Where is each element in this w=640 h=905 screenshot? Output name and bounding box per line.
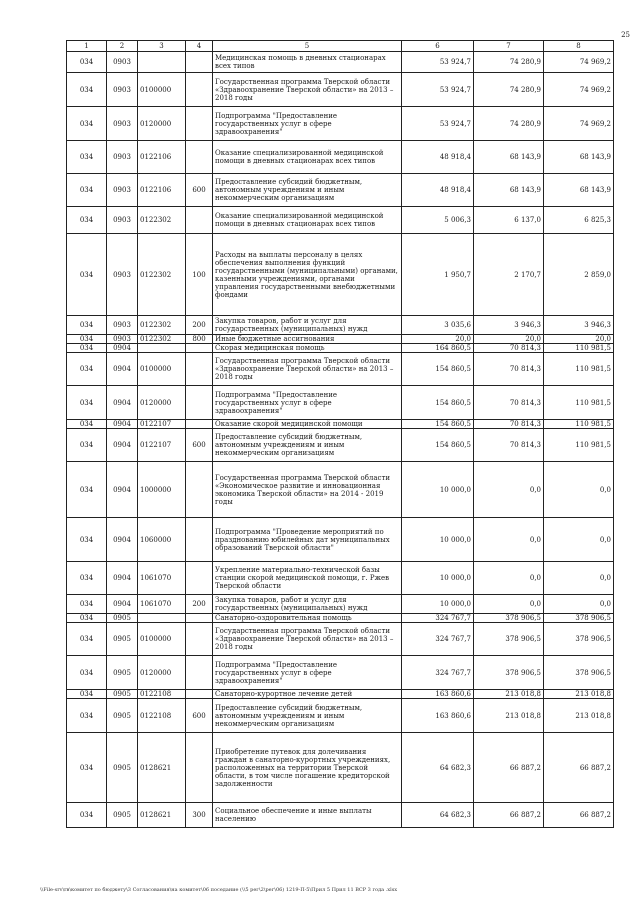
description-cell: Скорая медицинская помощь: [213, 344, 402, 353]
amount-year-3-cell: 378 906,5: [544, 656, 614, 690]
target-article-cell: 0122108: [138, 699, 186, 733]
section-code-cell: 0904: [107, 420, 138, 429]
amount-year-1-cell: 154 860,5: [402, 429, 474, 462]
description-cell: Приобретение путевок для долечивания граждан в санаторно-курортных учреждениях, расположенных на территории Тверской области, в том числе погашение кредиторской задолженности: [213, 733, 402, 803]
table-row: [67, 803, 614, 828]
expense-type-cell: 800: [186, 335, 213, 344]
section-code-cell: 0903: [107, 174, 138, 207]
description-cell: Санаторно-курортное лечение детей: [213, 690, 402, 699]
table-row: [67, 562, 614, 595]
header-col-1: 1: [67, 41, 107, 52]
target-article-cell: 0100000: [138, 73, 186, 107]
amount-year-1-cell: 10 000,0: [402, 518, 474, 562]
header-col-4: 4: [186, 41, 213, 52]
description-cell: Государственная программа Тверской области «Экономическое развитие и инновационная экономика Тверской области» на 2014 - 2019 годы: [213, 462, 402, 518]
section-code-cell: 0903: [107, 234, 138, 316]
amount-year-1-cell: 3 035,6: [402, 316, 474, 335]
amount-year-3-cell: 3 946,3: [544, 316, 614, 335]
amount-year-3-cell: 378 906,5: [544, 623, 614, 656]
target-article-cell: 0122106: [138, 141, 186, 174]
target-article-cell: 1061070: [138, 562, 186, 595]
target-article-cell: 0128621: [138, 733, 186, 803]
expense-type-cell: [186, 386, 213, 420]
budget-table: [66, 40, 614, 828]
ministry-code-cell: 034: [67, 518, 107, 562]
section-code-cell: 0905: [107, 614, 138, 623]
amount-year-1-cell: 324 767,7: [402, 614, 474, 623]
expense-type-cell: [186, 623, 213, 656]
amount-year-2-cell: 70 814,3: [474, 386, 544, 420]
expense-type-cell: [186, 614, 213, 623]
table-body: [67, 52, 614, 828]
description-cell: Социальное обеспечение и иные выплаты населению: [213, 803, 402, 828]
ministry-code-cell: 034: [67, 420, 107, 429]
target-article-cell: 0100000: [138, 623, 186, 656]
target-article-cell: 0120000: [138, 656, 186, 690]
amount-year-1-cell: 10 000,0: [402, 562, 474, 595]
table-row: [67, 699, 614, 733]
expense-type-cell: 100: [186, 234, 213, 316]
amount-year-2-cell: 3 946,3: [474, 316, 544, 335]
amount-year-2-cell: 0,0: [474, 562, 544, 595]
amount-year-3-cell: 213 018,8: [544, 690, 614, 699]
amount-year-3-cell: 213 018,8: [544, 699, 614, 733]
description-cell: Санаторно-оздоровительная помощь: [213, 614, 402, 623]
ministry-code-cell: 034: [67, 335, 107, 344]
expense-type-cell: [186, 420, 213, 429]
description-cell: Медицинская помощь в дневных стационарах всех типов: [213, 52, 402, 73]
section-code-cell: 0905: [107, 656, 138, 690]
amount-year-2-cell: 70 814,3: [474, 344, 544, 353]
expense-type-cell: [186, 353, 213, 386]
header-col-5: 5: [213, 41, 402, 52]
amount-year-1-cell: 10 000,0: [402, 595, 474, 614]
amount-year-2-cell: 0,0: [474, 518, 544, 562]
description-cell: Подпрограмма "Предоставление государственных услуг в сфере здравоохранения": [213, 386, 402, 420]
section-code-cell: 0903: [107, 207, 138, 234]
table-row: [67, 316, 614, 335]
ministry-code-cell: 034: [67, 690, 107, 699]
amount-year-2-cell: 6 137,0: [474, 207, 544, 234]
amount-year-3-cell: 0,0: [544, 518, 614, 562]
amount-year-3-cell: 68 143,9: [544, 141, 614, 174]
table-row: [67, 420, 614, 429]
section-code-cell: 0903: [107, 335, 138, 344]
amount-year-2-cell: 378 906,5: [474, 623, 544, 656]
table-row: [67, 595, 614, 614]
amount-year-1-cell: 10 000,0: [402, 462, 474, 518]
expense-type-cell: 600: [186, 429, 213, 462]
expense-type-cell: [186, 73, 213, 107]
amount-year-1-cell: 324 767,7: [402, 623, 474, 656]
amount-year-3-cell: 74 969,2: [544, 73, 614, 107]
target-article-cell: 0122107: [138, 429, 186, 462]
amount-year-2-cell: 2 170,7: [474, 234, 544, 316]
header-col-8: 8: [544, 41, 614, 52]
table-row: [67, 141, 614, 174]
ministry-code-cell: 034: [67, 316, 107, 335]
ministry-code-cell: 034: [67, 207, 107, 234]
section-code-cell: 0903: [107, 73, 138, 107]
target-article-cell: 0122302: [138, 207, 186, 234]
target-article-cell: 1060000: [138, 518, 186, 562]
description-cell: Укрепление материально-технической базы станции скорой медицинской помощи, г. Ржев Тверской области: [213, 562, 402, 595]
amount-year-3-cell: 0,0: [544, 595, 614, 614]
expense-type-cell: [186, 462, 213, 518]
table-row: [67, 234, 614, 316]
description-cell: Закупка товаров, работ и услуг для государственных (муниципальных) нужд: [213, 595, 402, 614]
target-article-cell: 0122107: [138, 420, 186, 429]
amount-year-3-cell: 0,0: [544, 462, 614, 518]
table-row: [67, 462, 614, 518]
amount-year-1-cell: 164 860,5: [402, 344, 474, 353]
amount-year-3-cell: 110 981,5: [544, 353, 614, 386]
ministry-code-cell: 034: [67, 234, 107, 316]
amount-year-1-cell: 64 682,3: [402, 803, 474, 828]
amount-year-1-cell: 324 767,7: [402, 656, 474, 690]
amount-year-1-cell: 163 860,6: [402, 690, 474, 699]
amount-year-2-cell: 68 143,9: [474, 141, 544, 174]
ministry-code-cell: 034: [67, 595, 107, 614]
description-cell: Государственная программа Тверской области «Здравоохранение Тверской области» на 2013 – 2018 годы: [213, 73, 402, 107]
ministry-code-cell: 034: [67, 733, 107, 803]
amount-year-3-cell: 68 143,9: [544, 174, 614, 207]
file-path-footer: \\File-srv\rв\комитет по бюджету\3 Согласования\на комитет\06 поседание (\\5 рег\2\рег\06) 1219-П-5\Прил 5 Прил 11 ВСР 3 года .xlsx: [40, 887, 398, 893]
ministry-code-cell: 034: [67, 429, 107, 462]
amount-year-1-cell: 48 918,4: [402, 141, 474, 174]
ministry-code-cell: 034: [67, 344, 107, 353]
target-article-cell: 1000000: [138, 462, 186, 518]
amount-year-3-cell: 6 825,3: [544, 207, 614, 234]
amount-year-2-cell: 74 280,9: [474, 73, 544, 107]
amount-year-2-cell: 378 906,5: [474, 656, 544, 690]
target-article-cell: 0120000: [138, 386, 186, 420]
description-cell: Предоставление субсидий бюджетным, автономным учреждениям и иным некоммерческим организациям: [213, 699, 402, 733]
amount-year-2-cell: 0,0: [474, 462, 544, 518]
description-cell: Предоставление субсидий бюджетным, автономным учреждениям и иным некоммерческим организациям: [213, 429, 402, 462]
section-code-cell: 0903: [107, 107, 138, 141]
amount-year-3-cell: 74 969,2: [544, 107, 614, 141]
section-code-cell: 0904: [107, 462, 138, 518]
amount-year-1-cell: 1 950,7: [402, 234, 474, 316]
amount-year-1-cell: 154 860,5: [402, 386, 474, 420]
table-row: [67, 207, 614, 234]
expense-type-cell: 300: [186, 803, 213, 828]
amount-year-1-cell: 20,0: [402, 335, 474, 344]
section-code-cell: 0904: [107, 562, 138, 595]
table-row: [67, 386, 614, 420]
amount-year-3-cell: 66 887,2: [544, 803, 614, 828]
description-cell: Оказание скорой медицинской помощи: [213, 420, 402, 429]
amount-year-1-cell: 5 006,3: [402, 207, 474, 234]
expense-type-cell: [186, 733, 213, 803]
target-article-cell: [138, 614, 186, 623]
target-article-cell: 0122106: [138, 174, 186, 207]
header-col-3: 3: [138, 41, 186, 52]
section-code-cell: 0903: [107, 52, 138, 73]
description-cell: Подпрограмма "Предоставление государственных услуг в сфере здравоохранения": [213, 107, 402, 141]
description-cell: Закупка товаров, работ и услуг для государственных (муниципальных) нужд: [213, 316, 402, 335]
amount-year-3-cell: 0,0: [544, 562, 614, 595]
amount-year-2-cell: 74 280,9: [474, 52, 544, 73]
description-cell: Оказание специализированной медицинской помощи в дневных стационарах всех типов: [213, 141, 402, 174]
amount-year-3-cell: 66 887,2: [544, 733, 614, 803]
target-article-cell: 0122108: [138, 690, 186, 699]
section-code-cell: 0905: [107, 699, 138, 733]
amount-year-3-cell: 110 981,5: [544, 386, 614, 420]
section-code-cell: 0905: [107, 803, 138, 828]
table-row: [67, 73, 614, 107]
ministry-code-cell: 034: [67, 803, 107, 828]
amount-year-2-cell: 70 814,3: [474, 353, 544, 386]
amount-year-3-cell: 110 981,5: [544, 420, 614, 429]
ministry-code-cell: 034: [67, 353, 107, 386]
expense-type-cell: 600: [186, 174, 213, 207]
amount-year-2-cell: 20,0: [474, 335, 544, 344]
ministry-code-cell: 034: [67, 73, 107, 107]
amount-year-3-cell: 110 981,5: [544, 344, 614, 353]
amount-year-3-cell: 378 906,5: [544, 614, 614, 623]
table-row: [67, 344, 614, 353]
ministry-code-cell: 034: [67, 614, 107, 623]
ministry-code-cell: 034: [67, 141, 107, 174]
amount-year-1-cell: 53 924,7: [402, 52, 474, 73]
table-header: [67, 41, 614, 52]
table-row: [67, 353, 614, 386]
section-code-cell: 0903: [107, 141, 138, 174]
section-code-cell: 0904: [107, 595, 138, 614]
description-cell: Иные бюджетные ассигнования: [213, 335, 402, 344]
target-article-cell: [138, 344, 186, 353]
description-cell: Оказание специализированной медицинской помощи в дневных стационарах всех типов: [213, 207, 402, 234]
ministry-code-cell: 034: [67, 562, 107, 595]
section-code-cell: 0904: [107, 386, 138, 420]
amount-year-3-cell: 20,0: [544, 335, 614, 344]
table-row: [67, 690, 614, 699]
ministry-code-cell: 034: [67, 656, 107, 690]
section-code-cell: 0904: [107, 429, 138, 462]
target-article-cell: 1061070: [138, 595, 186, 614]
section-code-cell: 0905: [107, 733, 138, 803]
target-article-cell: 0122302: [138, 335, 186, 344]
description-cell: Расходы на выплаты персоналу в целях обеспечения выполнения функций государственными (муниципальными) органами, казенными учреждениями, органами управления государственными внебюджетными фондами: [213, 234, 402, 316]
ministry-code-cell: 034: [67, 462, 107, 518]
table-row: [67, 733, 614, 803]
expense-type-cell: [186, 562, 213, 595]
table-row: [67, 623, 614, 656]
description-cell: Подпрограмма "Проведение мероприятий по празднованию юбилейных дат муниципальных образований Тверской области": [213, 518, 402, 562]
amount-year-3-cell: 2 859,0: [544, 234, 614, 316]
header-col-7: 7: [474, 41, 544, 52]
expense-type-cell: [186, 207, 213, 234]
ministry-code-cell: 034: [67, 386, 107, 420]
section-code-cell: 0905: [107, 623, 138, 656]
expense-type-cell: [186, 344, 213, 353]
table-row: [67, 52, 614, 73]
description-cell: Государственная программа Тверской области «Здравоохранение Тверской области» на 2013 – 2018 годы: [213, 623, 402, 656]
amount-year-2-cell: 213 018,8: [474, 699, 544, 733]
amount-year-2-cell: 213 018,8: [474, 690, 544, 699]
table-row: [67, 335, 614, 344]
description-cell: Государственная программа Тверской области «Здравоохранение Тверской области» на 2013 – 2018 годы: [213, 353, 402, 386]
table-row: [67, 614, 614, 623]
ministry-code-cell: 034: [67, 699, 107, 733]
section-code-cell: 0904: [107, 518, 138, 562]
expense-type-cell: 200: [186, 595, 213, 614]
target-article-cell: 0100000: [138, 353, 186, 386]
ministry-code-cell: 034: [67, 174, 107, 207]
expense-type-cell: [186, 690, 213, 699]
expense-type-cell: [186, 518, 213, 562]
target-article-cell: [138, 52, 186, 73]
expense-type-cell: [186, 52, 213, 73]
amount-year-2-cell: 70 814,3: [474, 429, 544, 462]
amount-year-3-cell: 110 981,5: [544, 429, 614, 462]
section-code-cell: 0903: [107, 316, 138, 335]
amount-year-1-cell: 64 682,3: [402, 733, 474, 803]
target-article-cell: 0122302: [138, 234, 186, 316]
amount-year-2-cell: 66 887,2: [474, 803, 544, 828]
expense-type-cell: 200: [186, 316, 213, 335]
table-row: [67, 174, 614, 207]
ministry-code-cell: 034: [67, 107, 107, 141]
expense-type-cell: 600: [186, 699, 213, 733]
expense-type-cell: [186, 141, 213, 174]
ministry-code-cell: 034: [67, 623, 107, 656]
table-row: [67, 107, 614, 141]
amount-year-2-cell: 378 906,5: [474, 614, 544, 623]
header-col-2: 2: [107, 41, 138, 52]
description-cell: Предоставление субсидий бюджетным, автономным учреждениям и иным некоммерческим организациям: [213, 174, 402, 207]
section-code-cell: 0904: [107, 353, 138, 386]
amount-year-1-cell: 154 860,5: [402, 420, 474, 429]
target-article-cell: 0120000: [138, 107, 186, 141]
target-article-cell: 0122302: [138, 316, 186, 335]
table-row: [67, 518, 614, 562]
target-article-cell: 0128621: [138, 803, 186, 828]
amount-year-3-cell: 74 969,2: [544, 52, 614, 73]
ministry-code-cell: 034: [67, 52, 107, 73]
table-row: [67, 656, 614, 690]
description-cell: Подпрограмма "Предоставление государственных услуг в сфере здравоохранения": [213, 656, 402, 690]
amount-year-2-cell: 0,0: [474, 595, 544, 614]
amount-year-2-cell: 66 887,2: [474, 733, 544, 803]
amount-year-1-cell: 53 924,7: [402, 73, 474, 107]
expense-type-cell: [186, 656, 213, 690]
amount-year-1-cell: 48 918,4: [402, 174, 474, 207]
section-code-cell: 0904: [107, 344, 138, 353]
section-code-cell: 0905: [107, 690, 138, 699]
header-col-6: 6: [402, 41, 474, 52]
amount-year-1-cell: 163 860,6: [402, 699, 474, 733]
table-row: [67, 429, 614, 462]
amount-year-2-cell: 74 280,9: [474, 107, 544, 141]
expense-type-cell: [186, 107, 213, 141]
amount-year-2-cell: 70 814,3: [474, 420, 544, 429]
amount-year-1-cell: 53 924,7: [402, 107, 474, 141]
amount-year-2-cell: 68 143,9: [474, 174, 544, 207]
page-number: 25: [621, 31, 630, 39]
amount-year-1-cell: 154 860,5: [402, 353, 474, 386]
